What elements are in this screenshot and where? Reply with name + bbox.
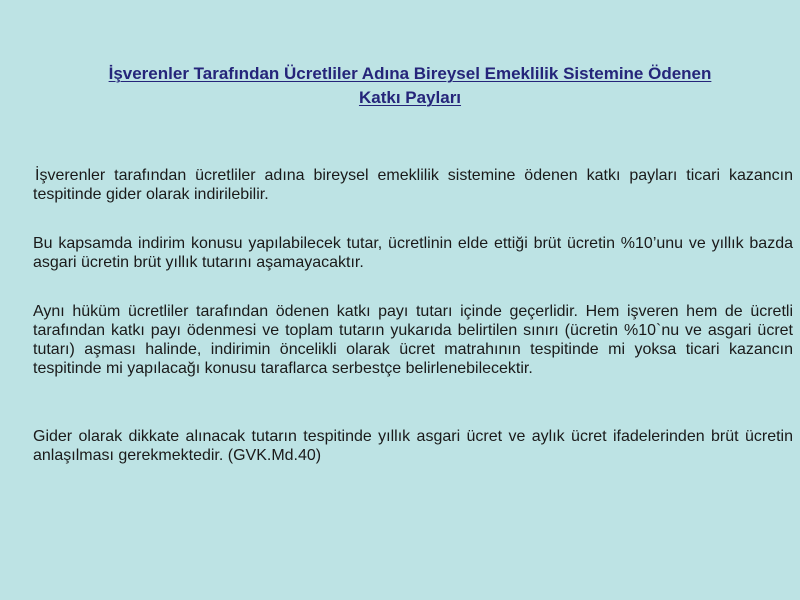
paragraph-3: Aynı hüküm ücretliler tarafından ödenen katkı payı tutarı içinde geçerlidir. Hem işveren hem de ücretli tarafından katkı payı ödenmesi ve toplam tutarın yukarıda belirtilen sınırı (ücretin %10`nu ve asgari ücret tutarı) aşması halinde, indirimin öncelikli olarak ücret matrahının tespitinde mi yoksa ticari kazancın tespitinde mi yapılacağı konusu taraflarca serbestçe belirlenebilecektir.: [33, 303, 793, 377]
slide-title: [40, 62, 780, 110]
paragraph-4: Gider olarak dikkate alınacak tutarın tespitinde yıllık asgari ücret ve aylık ücret ifadelerinden brüt ücretin anlaşılması gerekmektedir. (GVK.Md.40): [33, 428, 793, 464]
paragraph-2: Bu kapsamda indirim konusu yapılabilecek tutar, ücretlinin elde ettiği brüt ücretin %10’unu ve yıllık bazda asgari ücretin brüt yıllık tutarını aşamayacaktır.: [33, 235, 793, 271]
slide-title-line-2: Katkı Payları: [358, 88, 462, 107]
paragraph-1: İşverenler tarafından ücretliler adına bireysel emeklilik sistemine ödenen katkı payları ticari kazancın tespitinde gider olarak indirilebilir.: [33, 167, 793, 203]
slide-title-line-1: İşverenler Tarafından Ücretliler Adına Bireysel Emeklilik Sistemine Ödenen: [108, 64, 712, 83]
